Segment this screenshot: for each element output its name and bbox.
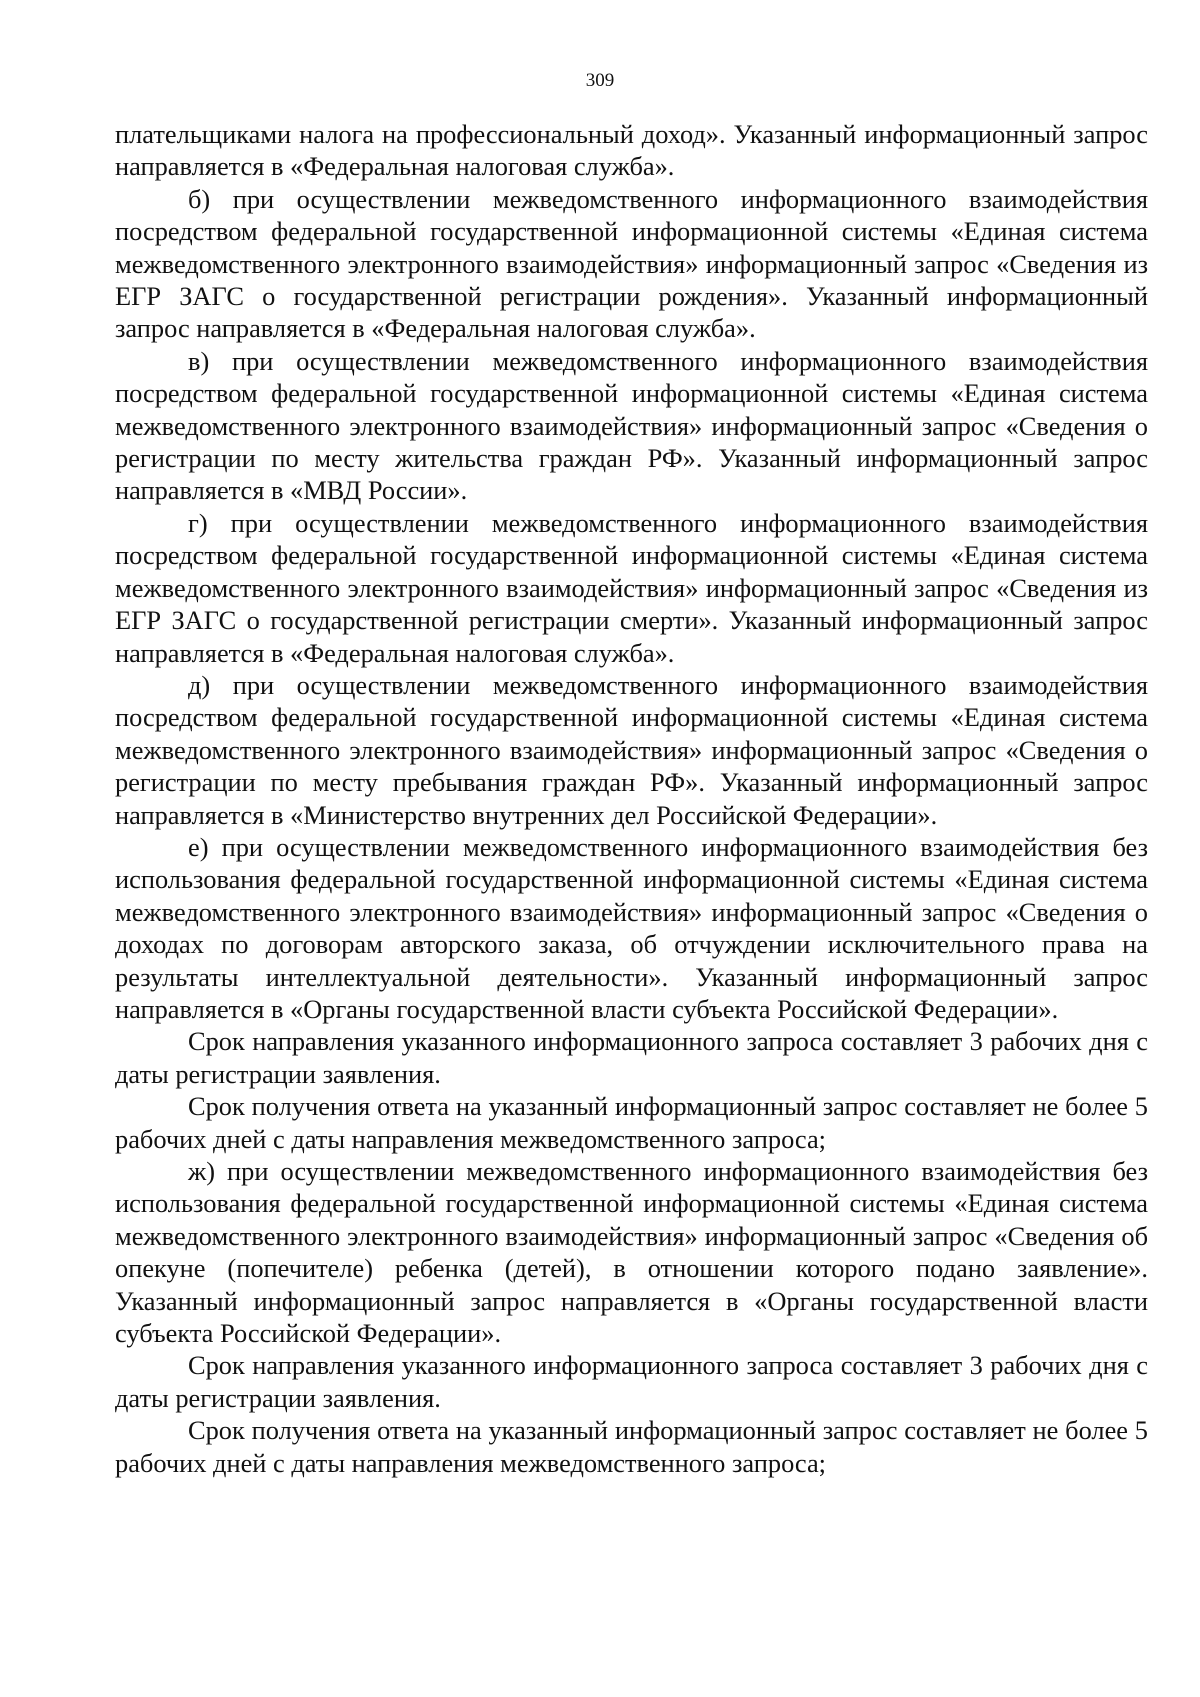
paragraph-response-deadline: Срок получения ответа на указанный информационный запрос составляет не более 5 рабочих дней с даты направления межведомственного запроса; xyxy=(115,1415,1148,1478)
paragraph-item-b: б) при осуществлении межведомственного информационного взаимодействия посредством федеральной государственной информационной системы «Единая система межведомственного электронного взаимодействия» информационный запрос «Сведения из ЕГР ЗАГС о государственной регистрации рождения». Указанный информационный запрос направляется в «Федеральная налоговая служба». xyxy=(115,183,1148,344)
paragraph-request-deadline: Срок направления указанного информационного запроса составляет 3 рабочих дня с даты регистрации заявления. xyxy=(115,1026,1148,1089)
page-number: 309 xyxy=(585,70,615,91)
paragraph-request-deadline: Срок направления указанного информационного запроса составляет 3 рабочих дня с даты регистрации заявления. xyxy=(115,1350,1148,1413)
paragraph-item-g: г) при осуществлении межведомственного информационного взаимодействия посредством федеральной государственной информационной системы «Единая система межведомственного электронного взаимодействия» информационный запрос «Сведения из ЕГР ЗАГС о государственной регистрации смерти». Указанный информационный запрос направляется в «Федеральная налоговая служба». xyxy=(115,507,1148,668)
document-body xyxy=(115,118,1148,1479)
paragraph-response-deadline: Срок получения ответа на указанный информационный запрос составляет не более 5 рабочих дней с даты направления межведомственного запроса; xyxy=(115,1091,1148,1154)
paragraph-item-zh: ж) при осуществлении межведомственного информационного взаимодействия без использования федеральной государственной информационной системы «Единая система межведомственного электронного взаимодействия» информационный запрос «Сведения об опекуне (попечителе) ребенка (детей), в отношении которого подано заявление». Указанный информационный запрос направляется в «Органы государственной власти субъекта Российской Федерации». xyxy=(115,1156,1148,1349)
paragraph-item-e: е) при осуществлении межведомственного информационного взаимодействия без использования федеральной государственной информационной системы «Единая система межведомственного электронного взаимодействия» информационный запрос «Сведения о доходах по договорам авторского заказа, об отчуждении исключительного права на результаты интеллектуальной деятельности». Указанный информационный запрос направляется в «Органы государственной власти субъекта Российской Федерации». xyxy=(115,831,1148,1024)
paragraph-item-d: д) при осуществлении межведомственного информационного взаимодействия посредством федеральной государственной информационной системы «Единая система межведомственного электронного взаимодействия» информационный запрос «Сведения о регистрации по месту пребывания граждан РФ». Указанный информационный запрос направляется в «Министерство внутренних дел Российской Федерации». xyxy=(115,669,1148,830)
paragraph-item-v: в) при осуществлении межведомственного информационного взаимодействия посредством федеральной государственной информационной системы «Единая система межведомственного электронного взаимодействия» информационный запрос «Сведения о регистрации по месту жительства граждан РФ». Указанный информационный запрос направляется в «МВД России». xyxy=(115,345,1148,506)
paragraph-continuation: плательщиками налога на профессиональный доход». Указанный информационный запрос направляется в «Федеральная налоговая служба». xyxy=(115,119,1148,182)
